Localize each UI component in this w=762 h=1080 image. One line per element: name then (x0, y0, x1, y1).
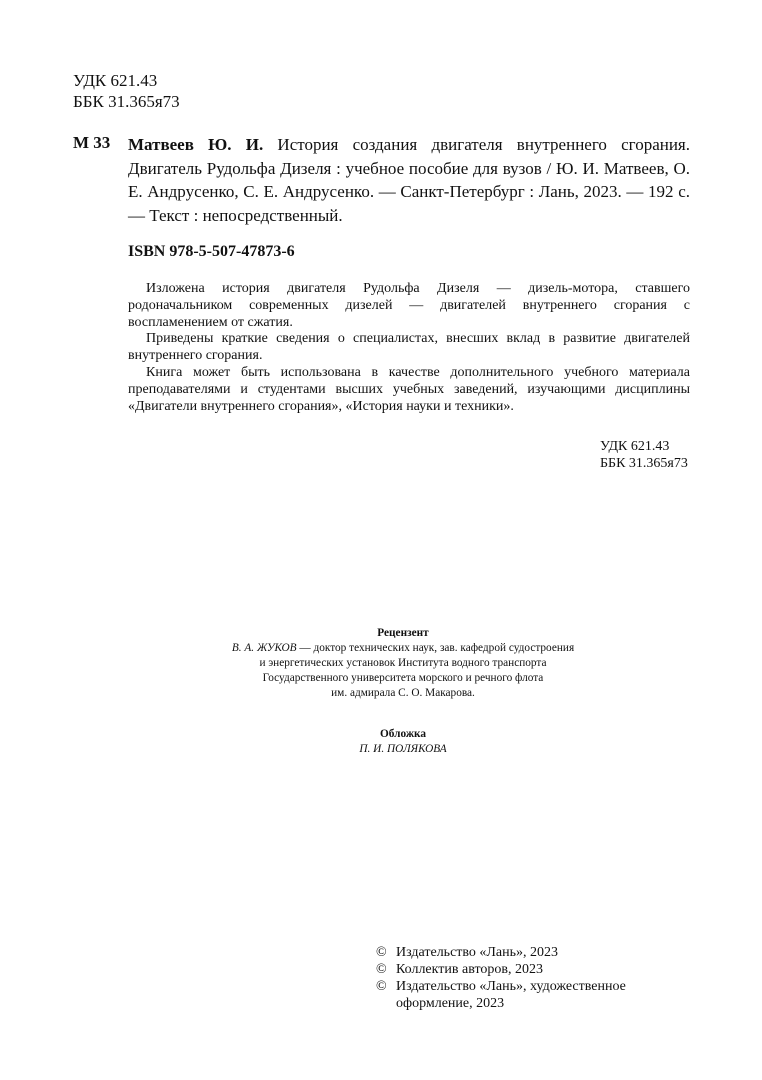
reviewer-line: и энергетических установок Института водного транспорта (259, 657, 547, 669)
author-name: Матвеев Ю. И. (128, 135, 264, 154)
reviewer-block (180, 626, 626, 701)
reviewer-line: Государственного университета морского и речного флота (262, 672, 544, 684)
copyright-symbol: © (376, 979, 387, 994)
annotation-paragraph: Книга может быть использована в качестве дополнительного учебного материала преподавателями и студентами высших учебных заведений, изучающими дисциплины «Двигатели внутреннего сгорания», «История науки и техники». (128, 364, 690, 414)
copyright-text: Издательство «Лань», художественное оформление, 2023 (396, 979, 626, 1011)
udk-code: УДК 621.43 (73, 71, 158, 90)
reviewer-name: В. А. ЖУКОВ (231, 642, 297, 654)
copyright-symbol: © (376, 945, 387, 960)
udk-bbk-bottom (600, 438, 688, 472)
cover-artist: П. И. ПОЛЯКОВА (359, 743, 447, 755)
isbn: ISBN 978-5-507-47873-6 (128, 243, 295, 260)
copyright-row (376, 978, 658, 1012)
copyright-row (376, 961, 658, 978)
reviewer-line: им. адмирала С. О. Макарова. (331, 687, 475, 699)
cover-block (180, 727, 626, 757)
copyright-text: Коллектив авторов, 2023 (396, 962, 543, 977)
udk-code: УДК 621.43 (600, 439, 670, 454)
copyright-text: Издательство «Лань», 2023 (396, 945, 558, 960)
copyright-symbol: © (376, 962, 387, 977)
author-mark: М 33 (73, 133, 111, 152)
copyright-row (376, 944, 658, 961)
annotation-paragraph: Изложена история двигателя Рудольфа Дизеля — дизель-мотора, ставшего родоначальником современных дизелей — двигателей внутреннего сгорания с воспламенением от сжатия. (128, 281, 690, 330)
bbk-code: ББК 31.365я73 (600, 456, 688, 471)
annotation-paragraph: Приведены краткие сведения о специалистах, внесших вклад в развитие двигателей внутреннего сгорания. (128, 331, 690, 364)
bibliographic-record (128, 133, 690, 227)
udk-bbk-top (73, 70, 180, 112)
bibliographic-description: История создания двигателя внутреннего сгорания. Двигатель Рудольфа Дизеля : учебное пособие для вузов / Ю. И. Матвеев, О. Е. Андрусенко, С. Е. Андрусенко. — Санкт-Петербург : Лань, 2023. — 192 с. — Текст : непосредственный. (128, 135, 690, 225)
bbk-code: ББК 31.365я73 (73, 92, 180, 111)
reviewer-title: — доктор технических наук, зав. кафедрой судостроения (296, 642, 575, 654)
reviewer-heading: Рецензент (377, 627, 429, 639)
reviewer-line (180, 641, 626, 656)
cover-heading: Обложка (379, 728, 427, 740)
annotation (128, 281, 690, 415)
copyright-block (376, 944, 658, 1012)
